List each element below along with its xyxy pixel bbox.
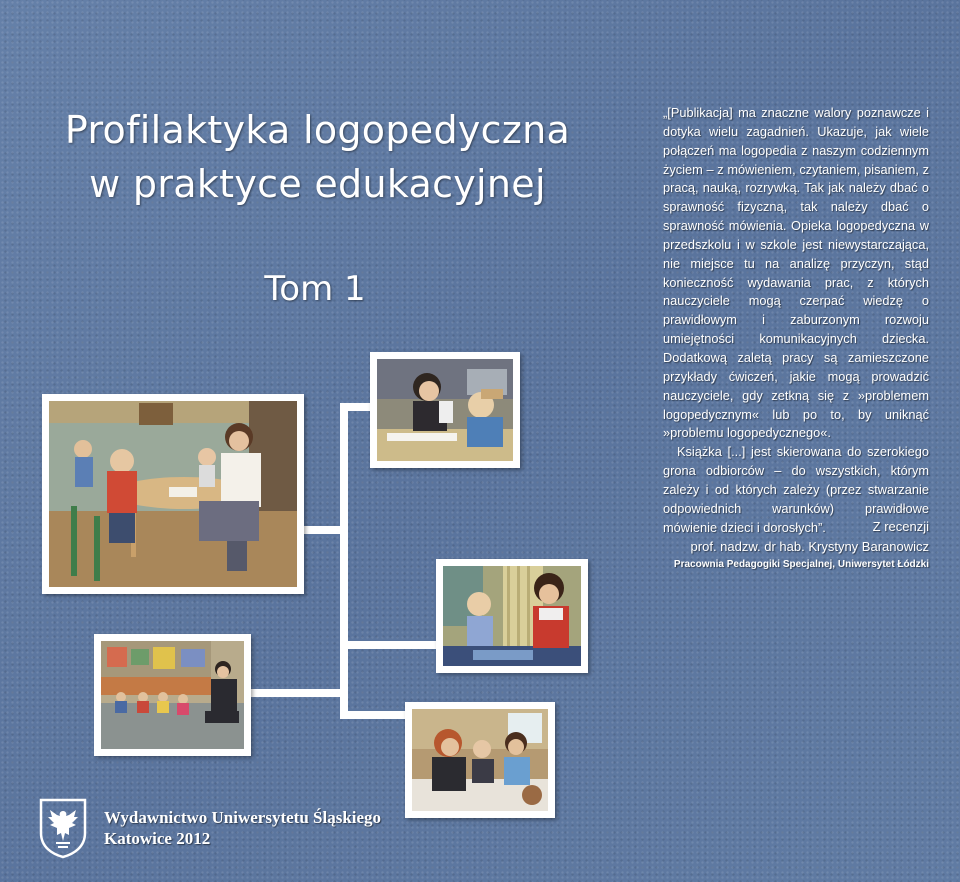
publisher-text: [104, 807, 381, 849]
connector-bottom-right: [340, 711, 410, 719]
review-quote: [663, 104, 929, 537]
photo-children-on-carpet: [94, 634, 251, 756]
book-title: [20, 103, 615, 211]
photo-writing-lesson-image: [377, 359, 513, 461]
review-source: Z recenzji: [872, 519, 929, 534]
photo-classroom-table: [42, 394, 304, 594]
photo-boy-and-teacher: [436, 559, 588, 673]
publisher-place-year: Katowice 2012: [104, 829, 211, 848]
connector-bottom-left: [250, 689, 346, 697]
photo-boy-and-teacher-image: [443, 566, 581, 666]
volume-label: Tom 1: [264, 269, 366, 309]
photo-group-activity: [405, 702, 555, 818]
review-paragraph-2: Książka [...] jest skierowana do szerokiego grona odbiorców – do wszystkich, którym zależy i od których zależy (przez stwarzanie odpowiednich warunków) prawidłowe mówienie dzieci i dorosłych”.: [663, 444, 929, 535]
connector-middle-right: [340, 641, 438, 649]
connector-top: [340, 403, 374, 411]
connector-vertical: [340, 403, 348, 719]
reviewer-name: prof. nadzw. dr hab. Krystyny Baranowicz: [690, 539, 929, 554]
eagle-emblem-icon: [38, 797, 88, 859]
reviewer-affiliation: Pracownia Pedagogiki Specjalnej, Uniwersytet Łódzki: [673, 559, 929, 570]
photo-writing-lesson: [370, 352, 520, 468]
book-title-line-1: Profilaktyka logopedyczna: [64, 108, 571, 152]
photo-children-on-carpet-image: [101, 641, 244, 749]
review-paragraph-1: „[Publikacja] ma znaczne walory poznawcze i dotyka wielu zagadnień. Ukazuje, jak wiele połączeń ma logopedia z naszym codziennym życiem – z mówieniem, czytaniem, pisaniem, z pracą, nauką, rozrywką. Tak jak należy dbać o sprawność fizyczną, tak należy dbać o sprawność mówienia. Opieka logopedyczna w przedszkolu i w szkole jest niewystarczająca, nie miejsce tu na analizę przyczyn, stąd konieczność wydawania prac, z których nauczyciele mogą czerpać wiedzę o prawidłowym i zaburzonym rozwoju umiejętności komunikacyjnych dziecka. Dodatkową zaletą pracy są zamieszczone przykłady ćwiczeń, jakie mogą prowadzić nauczyciele, gdy zetkną się z »problemem logopedycznym« lub po to, by uniknąć »problemu logopedycznego«.: [663, 105, 929, 441]
publisher-name: Wydawnictwo Uniwersytetu Śląskiego: [104, 808, 382, 827]
publisher-block: [38, 796, 381, 860]
review-attribution: [629, 517, 929, 573]
photo-classroom-table-image: [49, 401, 297, 587]
photo-group-activity-image: [412, 709, 548, 811]
book-title-line-2: w praktyce edukacyjnej: [89, 162, 546, 206]
